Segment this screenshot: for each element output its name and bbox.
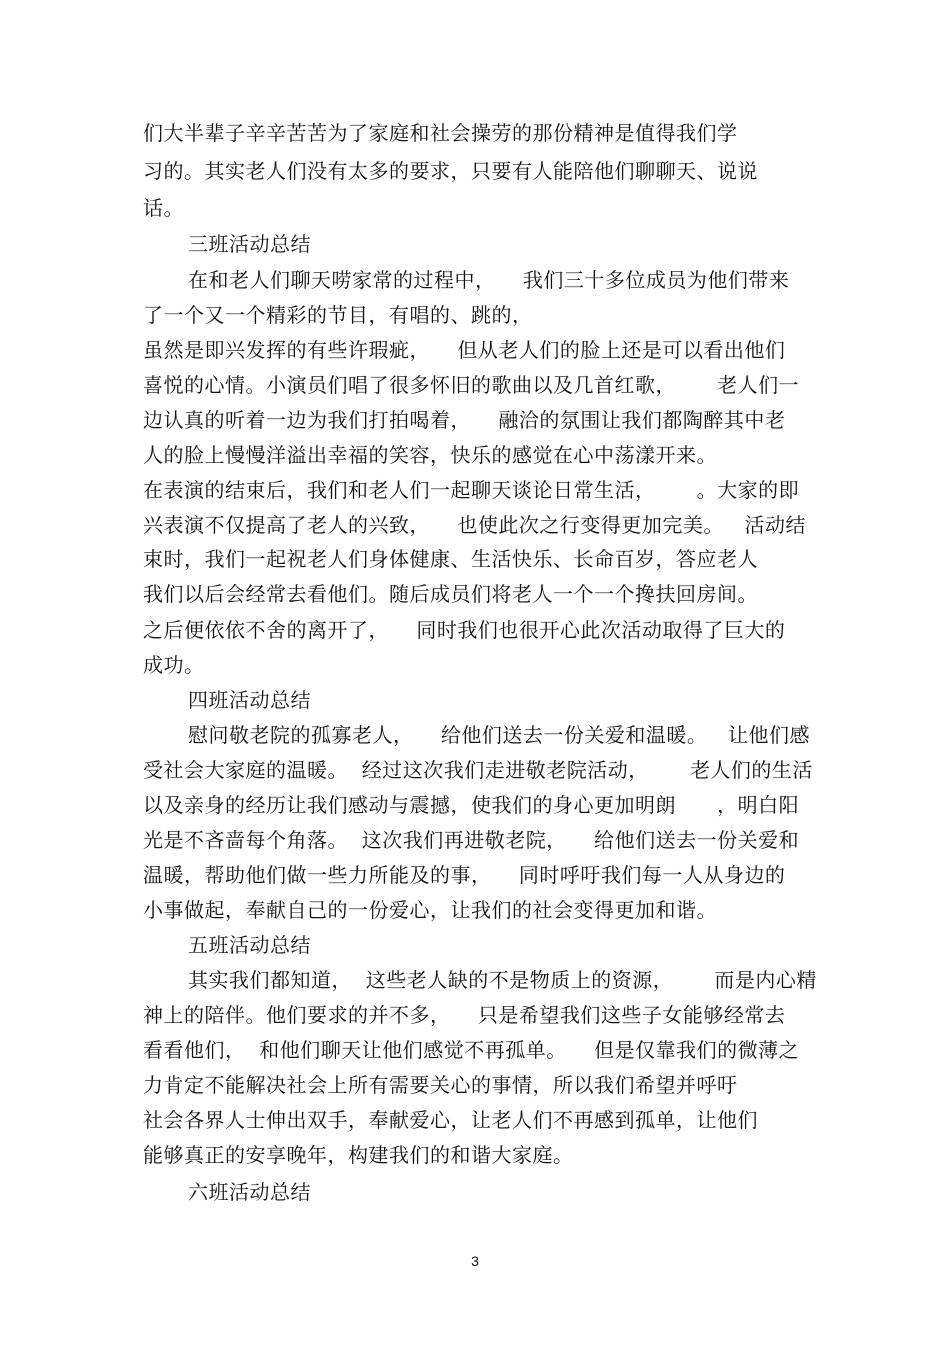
text-line: 边认真的听着一边为我们打拍喝着， 融洽的氛围让我们都陶醉其中老 (143, 408, 786, 432)
section-heading-class6: 六班活动总结 (188, 1180, 311, 1204)
text-line: 能够真正的安享晚年，构建我们的和谐大家庭。 (143, 1143, 574, 1167)
page-number: 3 (471, 1253, 479, 1269)
text-line: 喜悦的心情。小演员们唱了很多怀旧的歌曲以及几首红歌， 老人们一 (143, 373, 800, 397)
text-line: 习的。其实老人们没有太多的要求，只要有人能陪他们聊聊天、说说 (143, 159, 758, 183)
text-line: 我们以后会经常去看他们。随后成员们将老人一个一个搀扶回房间。 (143, 582, 758, 606)
section-heading-class3: 三班活动总结 (188, 232, 311, 256)
section-heading-class5: 五班活动总结 (188, 933, 311, 957)
text-line: 光是不吝啬每个角落。 这次我们再进敬老院， 给他们送去一份关爱和 (143, 828, 800, 852)
text-line: 虽然是即兴发挥的有些许瑕疵， 但从老人们的脸上还是可以看出他们 (143, 338, 786, 362)
text-line: 看看他们， 和他们聊天让他们感觉不再孤单。 但是仅靠我们的微薄之 (143, 1038, 800, 1062)
text-line: 受社会大家庭的温暖。 经过这次我们走进敬老院活动， 老人们的生活 (143, 758, 813, 782)
text-line: 人的脸上慢慢洋溢出幸福的笑容，快乐的感觉在心中荡漾开来。 (143, 443, 717, 467)
text-line: 兴表演不仅提高了老人的兴致， 也使此次之行变得更加完美。 活动结 (143, 513, 807, 537)
text-line: 了一个又一个精彩的节目，有唱的、跳的， (143, 303, 533, 327)
text-line: 束时，我们一起祝老人们身体健康、生活快乐、长命百岁，答应老人 (143, 547, 758, 571)
text-line: 在和老人们聊天唠家常的过程中， 我们三十多位成员为他们带来 (188, 268, 790, 292)
text-line: 其实我们都知道， 这些老人缺的不是物质上的资源， 而是内心精 (188, 968, 817, 992)
text-line: 以及亲身的经历让我们感动与震撼，使我们的身心更加明朗 ，明白阳 (143, 793, 800, 817)
text-line: 成功。 (143, 653, 205, 677)
text-line: 话。 (143, 196, 184, 220)
text-line: 在表演的结束后，我们和老人们一起聊天谈论日常生活， 。大家的即 (143, 478, 800, 502)
text-line: 之后便依依不舍的离开了， 同时我们也很开心此次活动取得了巨大的 (143, 618, 786, 642)
section-heading-class4: 四班活动总结 (188, 688, 311, 712)
text-line: 温暖，帮助他们做一些力所能及的事， 同时呼吁我们每一人从身边的 (143, 863, 786, 887)
text-line: 社会各界人士伸出双手，奉献爱心，让老人们不再感到孤单，让他们 (143, 1108, 758, 1132)
text-line: 神上的陪伴。他们要求的并不多， 只是希望我们这些子女能够经常去 (143, 1003, 786, 1027)
text-line: 们大半辈子辛辛苦苦为了家庭和社会操劳的那份精神是值得我们学 (143, 121, 738, 145)
text-line: 力肯定不能解决社会上所有需要关心的事情，所以我们希望并呼吁 (143, 1073, 738, 1097)
text-line: 小事做起，奉献自己的一份爱心，让我们的社会变得更加和谐。 (143, 898, 717, 922)
text-line: 慰问敬老院的孤寡老人， 给他们送去一份关爱和温暖。 让他们感 (188, 723, 811, 747)
